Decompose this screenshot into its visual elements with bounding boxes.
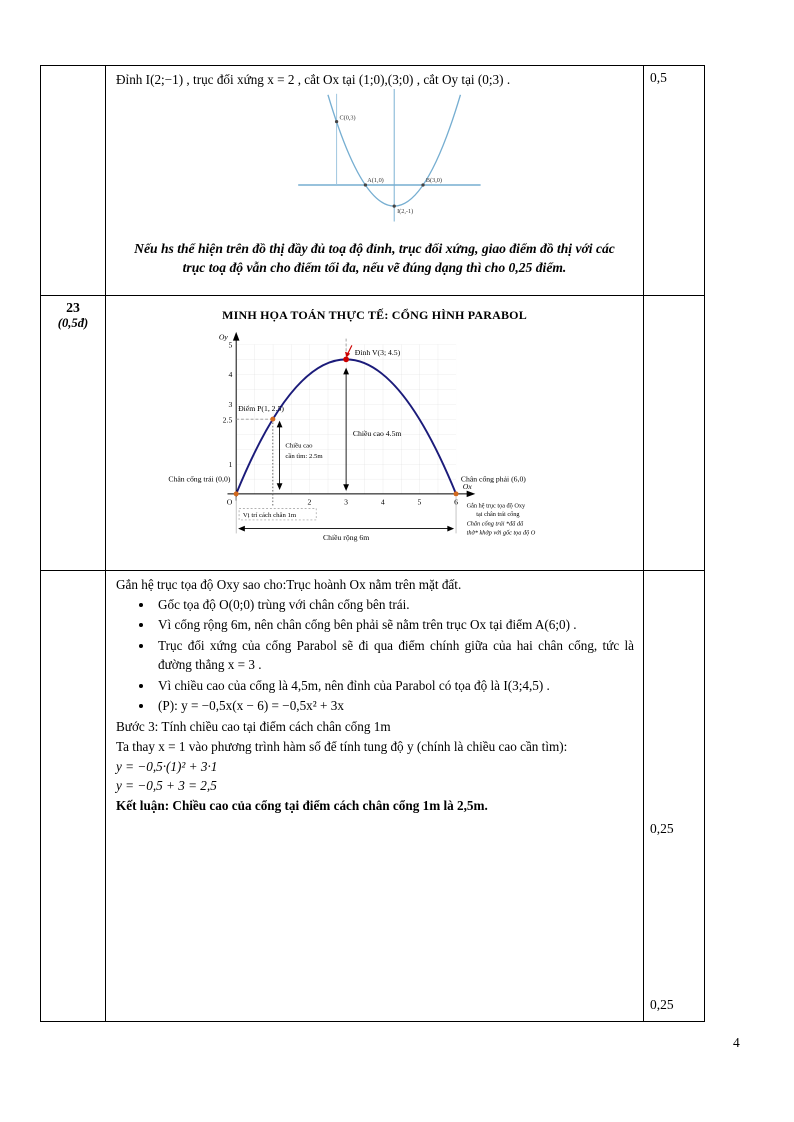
ytick-1: 1: [228, 459, 233, 469]
ox-axis-arrowhead: [467, 491, 476, 498]
solution-bullet: • Vì chiều cao của cổng là 4,5m, nên đỉnh của Parabol có tọa độ là I(3;4,5) .: [154, 677, 634, 696]
row3-score-cell: [644, 571, 704, 1021]
row1-intro-text: Đỉnh I(2;−1) , trục đối xứng x = 2 , cắt Ox tại (1;0),(3;0) , cắt Oy tại (0;3) .: [116, 72, 511, 87]
question-points: (0,5đ): [57, 316, 89, 330]
solution-conclusion: Kết luận: Chiều cao của cổng tại điểm cách chân cổng 1m là 2,5m.: [116, 798, 488, 814]
solution-text: [106, 571, 643, 816]
oy-axis-arrowhead: [233, 332, 240, 341]
row3-left-cell: [41, 571, 106, 1021]
ytick-4: 4: [228, 370, 233, 380]
graph1-label-b: B(3,0): [425, 176, 442, 184]
height-label: Chiều cao 4.5m: [352, 429, 402, 439]
position-label: Vị trí cách chân 1m: [242, 512, 297, 520]
solution-bullet: • Gốc tọa độ O(0;0) trùng với chân cổng bên trái.: [154, 596, 634, 615]
side-note-2: tại chân trái cổng: [476, 511, 520, 519]
page-number: 4: [733, 1035, 740, 1050]
width-arrow-right: [447, 526, 454, 532]
xtick-5: 5: [417, 497, 422, 507]
xtick-3: 3: [344, 497, 349, 507]
right-foot-label: Chân cổng phải (6,0): [460, 474, 526, 484]
graph1-points: [334, 120, 424, 208]
left-foot-dot: [234, 491, 239, 496]
width-label: Chiều rộng 6m: [322, 533, 370, 543]
row3-main-cell: [106, 571, 644, 1021]
graph1-axes: [298, 89, 480, 221]
solution-substitute: Ta thay x = 1 vào phương trình hàm số để tính tung độ y (chính là chiều cao cần tìm):: [116, 738, 568, 754]
solution-bullet: • Trục đối xứng của cổng Parabol sẽ đi qua điểm chính giữa của hai chân cổng, tức là đường thẳng x = 3 .: [154, 637, 634, 674]
score-value: 0,25: [650, 997, 674, 1012]
parabola-graph: [250, 89, 500, 233]
ytick-3: 3: [228, 400, 233, 410]
oy-axis-label: Oy: [218, 332, 228, 342]
row2-figure-cell: [106, 296, 644, 571]
gate-parabola-figure: [106, 325, 644, 549]
graph1-label-a: A(1,0): [366, 176, 384, 184]
figure-title: MINH HỌA TOÁN THỰC TẾ: CỔNG HÌNH PARABOL: [222, 308, 527, 322]
ytick-5: 5: [228, 340, 233, 350]
right-foot-dot: [454, 491, 459, 496]
side-note-4: thờ* khớp với gốc tọa độ O: [466, 529, 536, 537]
xtick-2: 2: [307, 497, 312, 507]
solution-equation-1: y = −0,5·(1)² + 3·1: [116, 758, 218, 774]
figure-side-notes: [467, 502, 536, 536]
parabola-graph-wrap: [106, 89, 643, 238]
xtick-4: 4: [380, 497, 385, 507]
side-note-3: Chân cổng trái *đã dã: [466, 520, 524, 528]
row2-number-cell: [41, 296, 106, 571]
graph1-label-i: I(2,-1): [396, 207, 413, 215]
width-arrow-left: [238, 526, 245, 532]
solution-equation-2: y = −0,5 + 3 = 2,5: [116, 778, 217, 794]
solution-step3: Bước 3: Tính chiều cao tại điểm cách chân cổng 1m: [116, 719, 391, 735]
row1-main-cell: [106, 66, 644, 296]
point-p-dot: [270, 417, 275, 422]
side-note-1: Gắn hệ trục tọa độ Oxy: [466, 502, 526, 510]
row1-left-cell: [41, 66, 106, 296]
origin-label: O: [226, 497, 233, 507]
solution-intro: Gắn hệ trục tọa độ Oxy sao cho:Trục hoành Ox nằm trên mặt đất.: [116, 577, 462, 592]
score-value: 0,25: [650, 821, 674, 836]
vertex-label: Đỉnh V(3; 4.5): [354, 348, 401, 358]
question-number: 23: [66, 300, 80, 315]
gate-figure-wrap: [106, 325, 643, 554]
row1-score-cell: [644, 66, 704, 296]
solution-bullet: • (P): y = −0,5x(x − 6) = −0,5x² + 3x: [154, 697, 634, 716]
ox-axis-label: Ox: [462, 482, 472, 492]
grading-note: Nếu hs thể hiện trên đồ thị đầy đủ toạ độ đỉnh, trục đối xứng, giao điểm đồ thị với các trục toạ độ vẫn cho điểm tối đa, nếu vẽ đúng dạng thì cho 0,25 điểm.: [134, 240, 615, 275]
answer-table: [40, 65, 705, 1022]
ytick-2-5: 2.5: [222, 415, 233, 425]
vertex-point: [343, 356, 349, 362]
left-foot-label: Chân cổng trái (0,0): [168, 474, 231, 484]
solution-bullet-list: [154, 596, 634, 716]
point-p-label: Điểm P(1, 2.5): [238, 403, 284, 413]
score-value: 0,5: [650, 70, 667, 85]
height-find-label-2: cần tìm: 2.5m: [285, 453, 323, 461]
row2-score-cell: [644, 296, 704, 571]
graph1-label-c: C(0,3): [338, 114, 356, 122]
xtick-6: 6: [454, 497, 458, 507]
height-find-label-1: Chiều cao: [285, 442, 313, 450]
solution-bullet: • Vì cổng rộng 6m, nên chân cổng bên phải sẽ nằm trên trục Ox tại điểm A(6;0) .: [154, 616, 634, 635]
